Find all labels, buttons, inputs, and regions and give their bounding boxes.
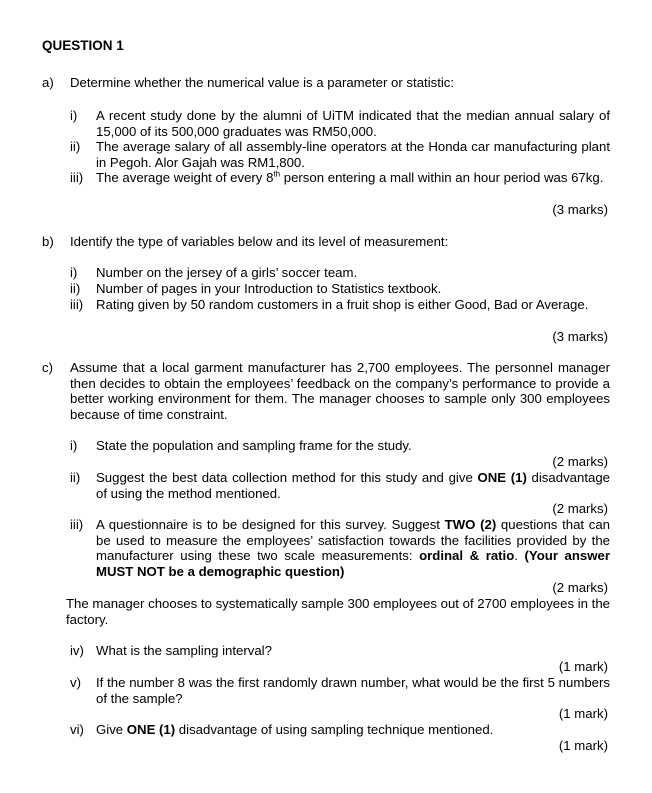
marks-label: (1 mark) [558, 738, 608, 753]
list-item [70, 170, 610, 186]
list-item [70, 281, 610, 297]
marks-label: (2 marks) [552, 501, 608, 516]
item-text: If the number 8 was the first randomly drawn number, what would be the first 5 numbers of the sample? [96, 675, 610, 706]
item-number: iv) [70, 643, 84, 658]
marks-label: (3 marks) [552, 329, 608, 344]
item-text: The average salary of all assembly-line operators at the Honda car manufacturing plant in Pegoh. Alor Gajah was RM1,800. [96, 139, 610, 170]
list-item [70, 265, 610, 281]
item-number: ii) [70, 470, 81, 485]
item-number: vi) [70, 722, 84, 737]
section-a-label: a) [42, 75, 54, 90]
list-item [70, 722, 610, 738]
item-text: State the population and sampling frame for the study. [96, 438, 412, 453]
item-text: Number of pages in your Introduction to Statistics textbook. [96, 281, 442, 296]
item-number: i) [70, 265, 78, 280]
list-item [70, 675, 610, 706]
item-text: A recent study done by the alumni of UiTM indicated that the median annual salary of 15,000 of its 500,000 graduates was RM50,000. [96, 108, 610, 139]
section-b-label: b) [42, 234, 54, 249]
item-text: Number on the jersey of a girls’ soccer team. [96, 265, 358, 280]
list-item [70, 470, 610, 501]
list-item [70, 297, 610, 313]
item-number: ii) [70, 139, 81, 154]
item-number: ii) [70, 281, 81, 296]
item-number: iii) [70, 170, 84, 185]
list-item [70, 139, 610, 170]
item-number: v) [70, 675, 81, 690]
item-number: iii) [70, 517, 84, 532]
question-title: QUESTION 1 [42, 38, 124, 53]
section-b-prompt: Identify the type of variables below and its level of measurement: [70, 234, 449, 249]
list-item [70, 517, 610, 579]
item-number: i) [70, 438, 78, 453]
list-item [70, 643, 610, 659]
marks-label: (1 mark) [558, 659, 608, 674]
section-a-prompt: Determine whether the numerical value is a parameter or statistic: [70, 75, 455, 90]
item-text: Rating given by 50 random customers in a fruit shop is either Good, Bad or Average. [96, 297, 589, 312]
marks-label: (3 marks) [552, 202, 608, 217]
item-text: The average weight of every 8th person entering a mall within an hour period was 67kg. [96, 169, 604, 185]
section-c-label: c) [42, 360, 53, 375]
item-text: What is the sampling interval? [96, 643, 272, 658]
marks-label: (2 marks) [552, 580, 608, 595]
list-item [70, 108, 610, 139]
section-c-intro: Assume that a local garment manufacturer has 2,700 employees. The personnel manager then decides to obtain the employees’ feedback on the company’s performance to provide a better working environment for them. The manager chooses to sample only 300 employees because of time constraint. [70, 360, 610, 422]
item-number: i) [70, 108, 78, 123]
item-text: A questionnaire is to be designed for this survey. Suggest TWO (2) questions that can be used to measure the employees’ satisfaction towards the facilities provided by the manufacturer using these two scale measurements: ordinal & ratio. (Your answer MUST NOT be a demographic question) [96, 517, 611, 579]
marks-label: (2 marks) [552, 454, 608, 469]
followup-text: The manager chooses to systematically sample 300 employees out of 2700 employees in the factory. [66, 596, 610, 627]
list-item [70, 438, 610, 454]
marks-label: (1 mark) [558, 706, 608, 721]
item-text: Suggest the best data collection method for this study and give ONE (1) disadvantage of using the method mentioned. [96, 470, 611, 501]
item-number: iii) [70, 297, 84, 312]
item-text: Give ONE (1) disadvantage of using sampling technique mentioned. [96, 722, 494, 737]
